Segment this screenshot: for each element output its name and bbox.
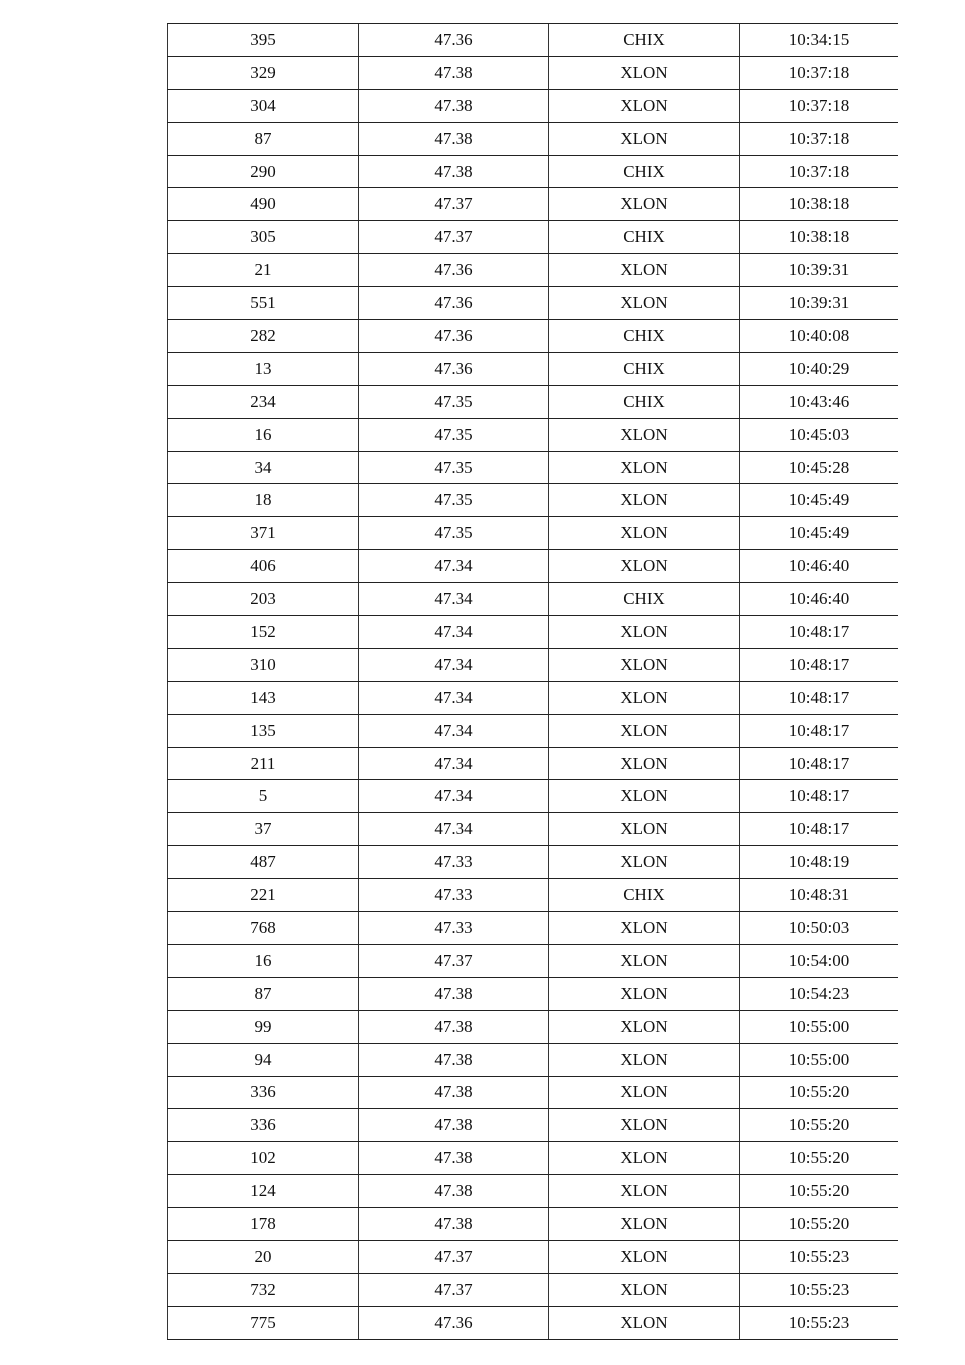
table-row bbox=[168, 648, 899, 681]
table-row bbox=[168, 1208, 899, 1241]
price-cell: 47.38 bbox=[359, 1109, 549, 1142]
table-row bbox=[168, 681, 899, 714]
time-cell: 10:54:23 bbox=[740, 977, 899, 1010]
quantity-cell: 221 bbox=[168, 879, 359, 912]
table-row bbox=[168, 287, 899, 320]
time-cell: 10:48:17 bbox=[740, 747, 899, 780]
price-cell: 47.38 bbox=[359, 1208, 549, 1241]
price-cell: 47.35 bbox=[359, 517, 549, 550]
time-cell: 10:38:18 bbox=[740, 188, 899, 221]
table-row bbox=[168, 550, 899, 583]
quantity-cell: 143 bbox=[168, 681, 359, 714]
time-cell: 10:46:40 bbox=[740, 583, 899, 616]
price-cell: 47.36 bbox=[359, 352, 549, 385]
table-row bbox=[168, 418, 899, 451]
price-cell: 47.38 bbox=[359, 89, 549, 122]
venue-cell: XLON bbox=[549, 846, 740, 879]
venue-cell: XLON bbox=[549, 517, 740, 550]
price-cell: 47.34 bbox=[359, 583, 549, 616]
time-cell: 10:37:18 bbox=[740, 56, 899, 89]
quantity-cell: 282 bbox=[168, 320, 359, 353]
table-row bbox=[168, 352, 899, 385]
price-cell: 47.34 bbox=[359, 747, 549, 780]
quantity-cell: 87 bbox=[168, 977, 359, 1010]
table-row bbox=[168, 1142, 899, 1175]
table-row bbox=[168, 24, 899, 57]
venue-cell: XLON bbox=[549, 912, 740, 945]
quantity-cell: 13 bbox=[168, 352, 359, 385]
price-cell: 47.38 bbox=[359, 1175, 549, 1208]
quantity-cell: 102 bbox=[168, 1142, 359, 1175]
venue-cell: CHIX bbox=[549, 24, 740, 57]
table-row bbox=[168, 1043, 899, 1076]
quantity-cell: 395 bbox=[168, 24, 359, 57]
price-cell: 47.34 bbox=[359, 813, 549, 846]
price-cell: 47.34 bbox=[359, 780, 549, 813]
table-row bbox=[168, 484, 899, 517]
quantity-cell: 16 bbox=[168, 944, 359, 977]
time-cell: 10:55:20 bbox=[740, 1142, 899, 1175]
time-cell: 10:46:40 bbox=[740, 550, 899, 583]
quantity-cell: 18 bbox=[168, 484, 359, 517]
price-cell: 47.38 bbox=[359, 1010, 549, 1043]
price-cell: 47.36 bbox=[359, 254, 549, 287]
price-cell: 47.38 bbox=[359, 155, 549, 188]
time-cell: 10:37:18 bbox=[740, 89, 899, 122]
time-cell: 10:55:20 bbox=[740, 1109, 899, 1142]
table-row bbox=[168, 879, 899, 912]
venue-cell: XLON bbox=[549, 550, 740, 583]
venue-cell: XLON bbox=[549, 681, 740, 714]
table-row bbox=[168, 155, 899, 188]
time-cell: 10:55:23 bbox=[740, 1306, 899, 1339]
table-row bbox=[168, 188, 899, 221]
price-cell: 47.33 bbox=[359, 912, 549, 945]
quantity-cell: 329 bbox=[168, 56, 359, 89]
table-row bbox=[168, 385, 899, 418]
quantity-cell: 336 bbox=[168, 1076, 359, 1109]
price-cell: 47.37 bbox=[359, 188, 549, 221]
time-cell: 10:55:23 bbox=[740, 1273, 899, 1306]
table-row bbox=[168, 320, 899, 353]
price-cell: 47.38 bbox=[359, 1142, 549, 1175]
table-row bbox=[168, 1175, 899, 1208]
quantity-cell: 203 bbox=[168, 583, 359, 616]
price-cell: 47.38 bbox=[359, 1076, 549, 1109]
table-row bbox=[168, 583, 899, 616]
price-cell: 47.35 bbox=[359, 451, 549, 484]
venue-cell: XLON bbox=[549, 1010, 740, 1043]
time-cell: 10:55:20 bbox=[740, 1076, 899, 1109]
table-row bbox=[168, 56, 899, 89]
quantity-cell: 551 bbox=[168, 287, 359, 320]
venue-cell: XLON bbox=[549, 1208, 740, 1241]
venue-cell: XLON bbox=[549, 616, 740, 649]
time-cell: 10:45:49 bbox=[740, 517, 899, 550]
table-row bbox=[168, 221, 899, 254]
venue-cell: XLON bbox=[549, 648, 740, 681]
quantity-cell: 37 bbox=[168, 813, 359, 846]
price-cell: 47.33 bbox=[359, 879, 549, 912]
table-row bbox=[168, 780, 899, 813]
quantity-cell: 304 bbox=[168, 89, 359, 122]
time-cell: 10:45:03 bbox=[740, 418, 899, 451]
table-row bbox=[168, 714, 899, 747]
time-cell: 10:43:46 bbox=[740, 385, 899, 418]
venue-cell: XLON bbox=[549, 1273, 740, 1306]
price-cell: 47.34 bbox=[359, 681, 549, 714]
venue-cell: CHIX bbox=[549, 879, 740, 912]
quantity-cell: 94 bbox=[168, 1043, 359, 1076]
time-cell: 10:55:00 bbox=[740, 1043, 899, 1076]
price-cell: 47.37 bbox=[359, 221, 549, 254]
time-cell: 10:55:23 bbox=[740, 1240, 899, 1273]
table-row bbox=[168, 254, 899, 287]
table-row bbox=[168, 813, 899, 846]
table-row bbox=[168, 912, 899, 945]
time-cell: 10:39:31 bbox=[740, 287, 899, 320]
time-cell: 10:48:17 bbox=[740, 714, 899, 747]
venue-cell: XLON bbox=[549, 188, 740, 221]
quantity-cell: 487 bbox=[168, 846, 359, 879]
quantity-cell: 21 bbox=[168, 254, 359, 287]
price-cell: 47.33 bbox=[359, 846, 549, 879]
venue-cell: XLON bbox=[549, 56, 740, 89]
table-row bbox=[168, 1109, 899, 1142]
venue-cell: XLON bbox=[549, 977, 740, 1010]
quantity-cell: 16 bbox=[168, 418, 359, 451]
venue-cell: XLON bbox=[549, 747, 740, 780]
price-cell: 47.36 bbox=[359, 24, 549, 57]
time-cell: 10:37:18 bbox=[740, 155, 899, 188]
venue-cell: XLON bbox=[549, 1076, 740, 1109]
time-cell: 10:45:28 bbox=[740, 451, 899, 484]
venue-cell: XLON bbox=[549, 1306, 740, 1339]
table-row bbox=[168, 122, 899, 155]
price-cell: 47.36 bbox=[359, 1306, 549, 1339]
quantity-cell: 310 bbox=[168, 648, 359, 681]
price-cell: 47.38 bbox=[359, 122, 549, 155]
table-row bbox=[168, 1240, 899, 1273]
time-cell: 10:48:19 bbox=[740, 846, 899, 879]
venue-cell: XLON bbox=[549, 1142, 740, 1175]
transactions-table bbox=[167, 23, 898, 1340]
venue-cell: CHIX bbox=[549, 320, 740, 353]
table-row bbox=[168, 846, 899, 879]
quantity-cell: 234 bbox=[168, 385, 359, 418]
time-cell: 10:48:17 bbox=[740, 813, 899, 846]
quantity-cell: 211 bbox=[168, 747, 359, 780]
price-cell: 47.37 bbox=[359, 1273, 549, 1306]
venue-cell: CHIX bbox=[549, 221, 740, 254]
price-cell: 47.36 bbox=[359, 287, 549, 320]
time-cell: 10:48:31 bbox=[740, 879, 899, 912]
quantity-cell: 20 bbox=[168, 1240, 359, 1273]
price-cell: 47.38 bbox=[359, 977, 549, 1010]
quantity-cell: 87 bbox=[168, 122, 359, 155]
price-cell: 47.38 bbox=[359, 56, 549, 89]
venue-cell: XLON bbox=[549, 451, 740, 484]
venue-cell: CHIX bbox=[549, 583, 740, 616]
venue-cell: XLON bbox=[549, 1109, 740, 1142]
table-body bbox=[168, 24, 899, 1340]
time-cell: 10:37:18 bbox=[740, 122, 899, 155]
price-cell: 47.34 bbox=[359, 616, 549, 649]
price-cell: 47.34 bbox=[359, 648, 549, 681]
quantity-cell: 305 bbox=[168, 221, 359, 254]
table-row bbox=[168, 747, 899, 780]
time-cell: 10:55:20 bbox=[740, 1208, 899, 1241]
table-row bbox=[168, 1010, 899, 1043]
venue-cell: CHIX bbox=[549, 155, 740, 188]
time-cell: 10:54:00 bbox=[740, 944, 899, 977]
quantity-cell: 732 bbox=[168, 1273, 359, 1306]
table-row bbox=[168, 944, 899, 977]
quantity-cell: 406 bbox=[168, 550, 359, 583]
venue-cell: XLON bbox=[549, 484, 740, 517]
venue-cell: XLON bbox=[549, 89, 740, 122]
time-cell: 10:45:49 bbox=[740, 484, 899, 517]
time-cell: 10:48:17 bbox=[740, 681, 899, 714]
quantity-cell: 5 bbox=[168, 780, 359, 813]
time-cell: 10:48:17 bbox=[740, 648, 899, 681]
time-cell: 10:34:15 bbox=[740, 24, 899, 57]
price-cell: 47.38 bbox=[359, 1043, 549, 1076]
table-row bbox=[168, 1273, 899, 1306]
table-row bbox=[168, 977, 899, 1010]
price-cell: 47.34 bbox=[359, 714, 549, 747]
time-cell: 10:55:20 bbox=[740, 1175, 899, 1208]
quantity-cell: 152 bbox=[168, 616, 359, 649]
venue-cell: XLON bbox=[549, 1175, 740, 1208]
venue-cell: XLON bbox=[549, 944, 740, 977]
time-cell: 10:48:17 bbox=[740, 616, 899, 649]
venue-cell: XLON bbox=[549, 418, 740, 451]
venue-cell: XLON bbox=[549, 122, 740, 155]
quantity-cell: 99 bbox=[168, 1010, 359, 1043]
price-cell: 47.35 bbox=[359, 418, 549, 451]
price-cell: 47.37 bbox=[359, 944, 549, 977]
venue-cell: CHIX bbox=[549, 385, 740, 418]
venue-cell: XLON bbox=[549, 254, 740, 287]
price-cell: 47.37 bbox=[359, 1240, 549, 1273]
table-row bbox=[168, 517, 899, 550]
venue-cell: XLON bbox=[549, 714, 740, 747]
venue-cell: XLON bbox=[549, 1240, 740, 1273]
quantity-cell: 135 bbox=[168, 714, 359, 747]
venue-cell: CHIX bbox=[549, 352, 740, 385]
quantity-cell: 178 bbox=[168, 1208, 359, 1241]
time-cell: 10:55:00 bbox=[740, 1010, 899, 1043]
price-cell: 47.36 bbox=[359, 320, 549, 353]
price-cell: 47.34 bbox=[359, 550, 549, 583]
time-cell: 10:38:18 bbox=[740, 221, 899, 254]
venue-cell: XLON bbox=[549, 287, 740, 320]
quantity-cell: 124 bbox=[168, 1175, 359, 1208]
table-row bbox=[168, 1306, 899, 1339]
quantity-cell: 490 bbox=[168, 188, 359, 221]
table-row bbox=[168, 616, 899, 649]
venue-cell: XLON bbox=[549, 780, 740, 813]
table-row bbox=[168, 89, 899, 122]
quantity-cell: 290 bbox=[168, 155, 359, 188]
time-cell: 10:39:31 bbox=[740, 254, 899, 287]
time-cell: 10:50:03 bbox=[740, 912, 899, 945]
time-cell: 10:48:17 bbox=[740, 780, 899, 813]
table-row bbox=[168, 1076, 899, 1109]
time-cell: 10:40:08 bbox=[740, 320, 899, 353]
quantity-cell: 768 bbox=[168, 912, 359, 945]
venue-cell: XLON bbox=[549, 1043, 740, 1076]
time-cell: 10:40:29 bbox=[740, 352, 899, 385]
quantity-cell: 34 bbox=[168, 451, 359, 484]
quantity-cell: 775 bbox=[168, 1306, 359, 1339]
price-cell: 47.35 bbox=[359, 385, 549, 418]
quantity-cell: 371 bbox=[168, 517, 359, 550]
table-row bbox=[168, 451, 899, 484]
venue-cell: XLON bbox=[549, 813, 740, 846]
quantity-cell: 336 bbox=[168, 1109, 359, 1142]
price-cell: 47.35 bbox=[359, 484, 549, 517]
